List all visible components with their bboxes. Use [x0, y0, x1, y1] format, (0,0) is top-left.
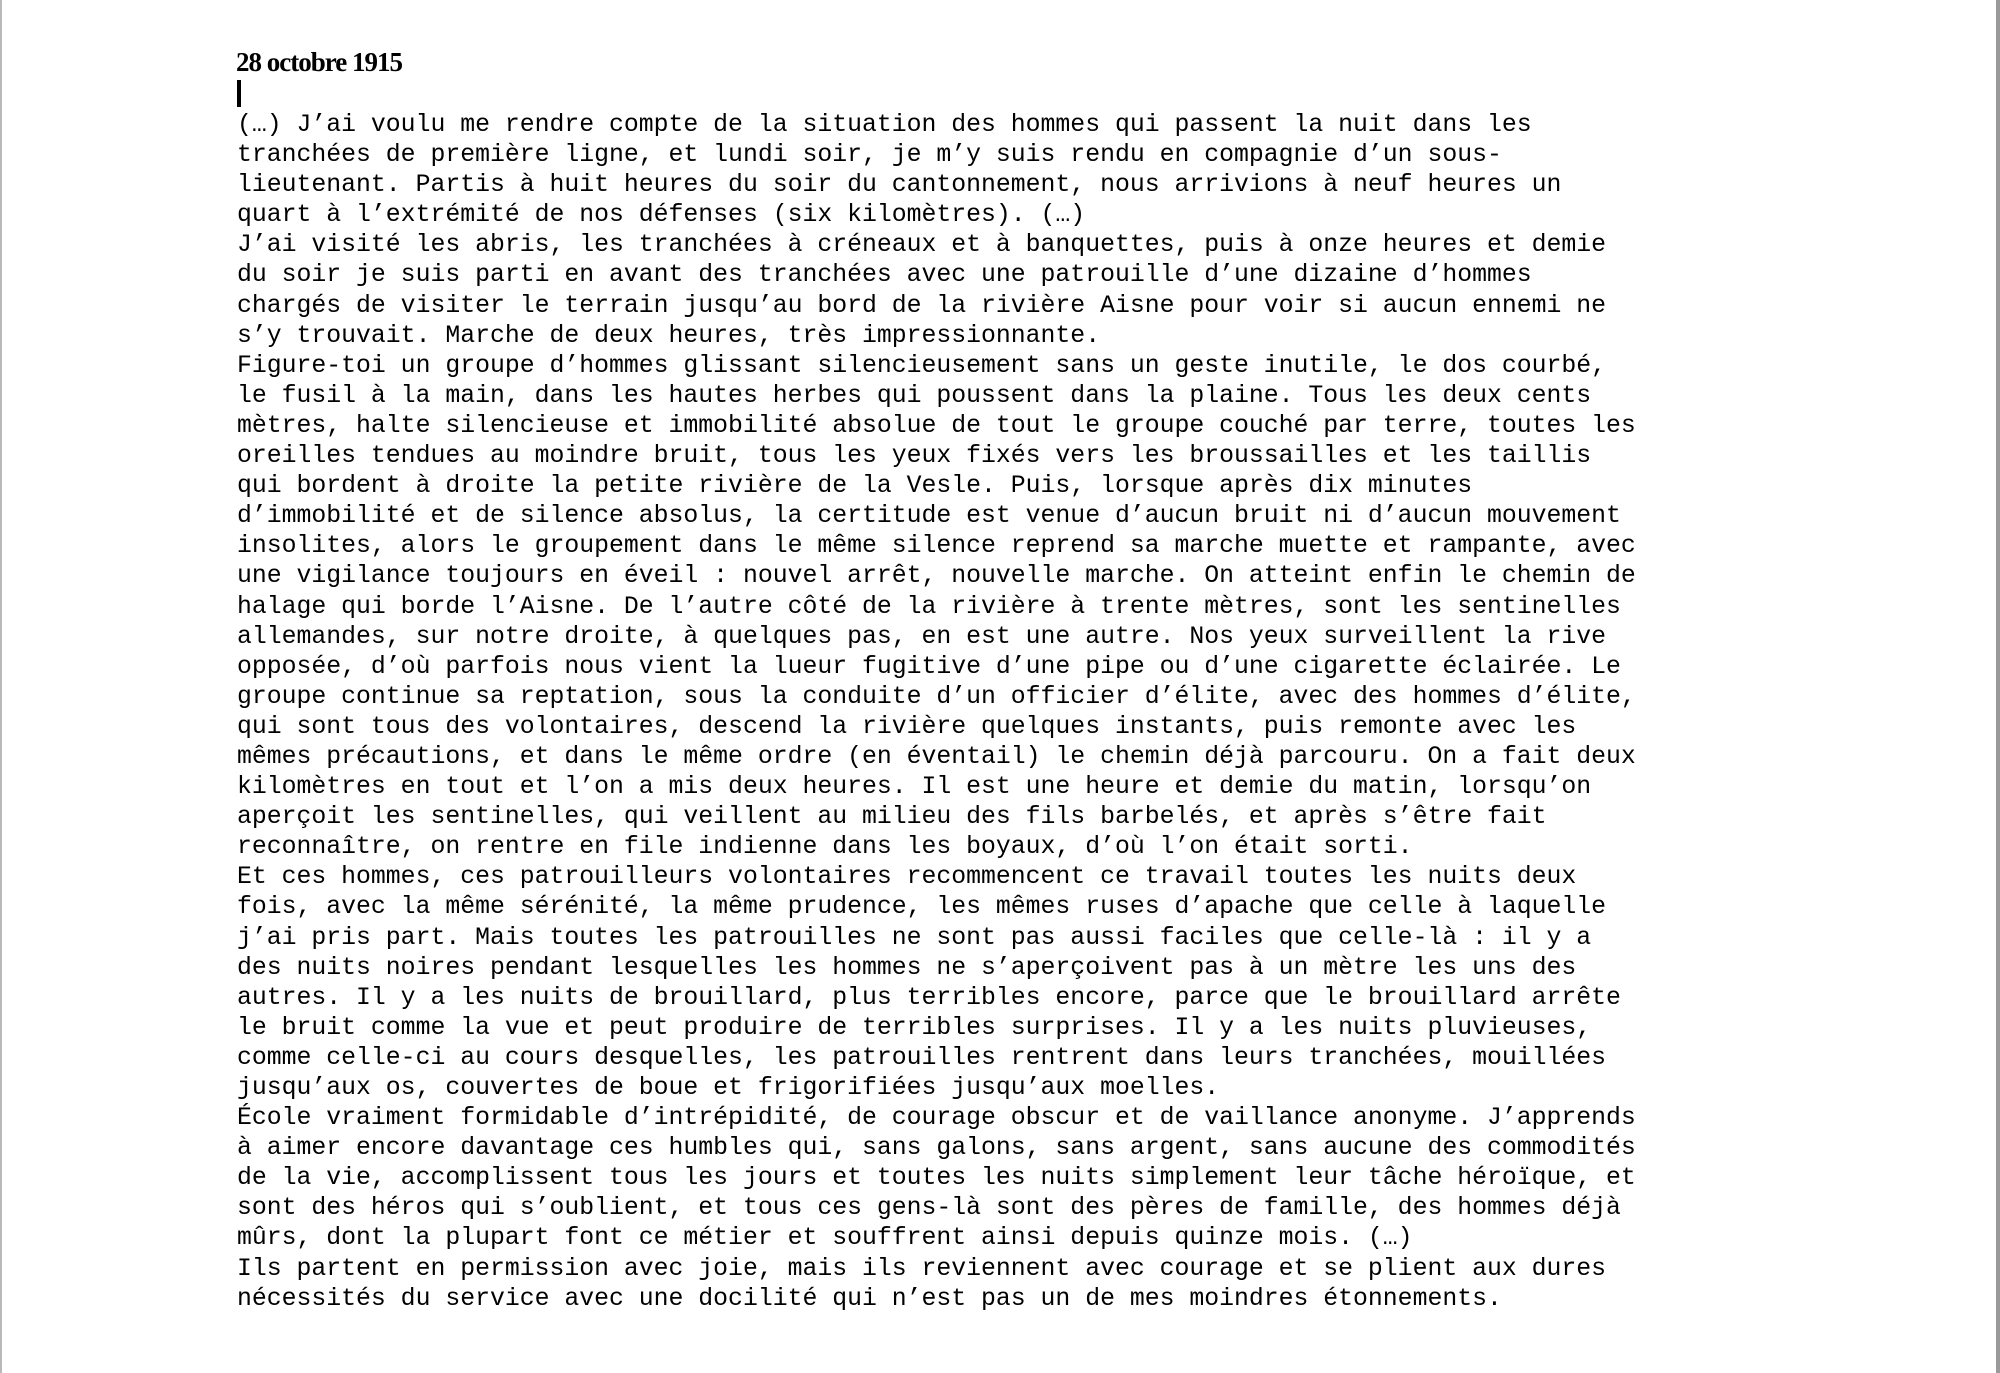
text-line: reconnaître, on rentre en file indienne dans les boyaux, d’où l’on était sorti. — [237, 833, 1413, 862]
text-line: une vigilance toujours en éveil : nouvel arrêt, nouvelle marche. On atteint enfin le chemin de — [237, 562, 1636, 591]
text-line: halage qui borde l’Aisne. De l’autre côté de la rivière à trente mètres, sont les sentinelles — [237, 592, 1621, 621]
text-line: des nuits noires pendant lesquelles les hommes ne s’aperçoivent pas à un mètre les uns des — [237, 953, 1577, 982]
text-line: kilomètres en tout et l’on a mis deux heures. Il est une heure et demie du matin, lorsqu’on — [237, 773, 1592, 802]
text-line: J’ai visité les abris, les tranchées à créneaux et à banquettes, puis à onze heures et demie — [237, 231, 1607, 260]
text-line: insolites, alors le groupement dans le même silence reprend sa marche muette et rampante, avec — [237, 532, 1636, 561]
text-line: École vraiment formidable d’intrépidité, de courage obscur et de vaillance anonyme. J’apprends — [237, 1104, 1636, 1133]
text-line: d’immobilité et de silence absolus, la certitude est venue d’aucun bruit ni d’aucun mouvement — [237, 502, 1621, 531]
text-line: chargés de visiter le terrain jusqu’au bord de la rivière Aisne pour voir si aucun ennemi ne — [237, 291, 1607, 320]
text-line: oreilles tendues au moindre bruit, tous les yeux fixés vers les broussailles et les taillis — [237, 442, 1592, 471]
text-line: jusqu’aux os, couvertes de boue et frigorifiées jusqu’aux moelles. — [237, 1074, 1220, 1102]
text-line: sont des héros qui s’oublient, et tous ces gens-là sont des pères de famille, des hommes déjà — [237, 1194, 1621, 1223]
text-line: qui bordent à droite la petite rivière de la Vesle. Puis, lorsque après dix minutes — [237, 472, 1473, 501]
text-line: mètres, halte silencieuse et immobilité absolue de tout le groupe couché par terre, toutes les — [237, 411, 1636, 440]
vertical-scrollbar[interactable] — [1996, 0, 2000, 1373]
text-line: aperçoit les sentinelles, qui veillent au milieu des fils barbelés, et après s’être fait — [237, 803, 1547, 832]
letter-body — [237, 110, 1977, 1314]
text-line: Et ces hommes, ces patrouilleurs volontaires recommencent ce travail toutes les nuits deux — [237, 863, 1577, 892]
text-line: qui sont tous des volontaires, descend la rivière quelques instants, puis remonte avec les — [237, 712, 1577, 741]
text-cursor — [237, 80, 241, 107]
text-line: autres. Il y a les nuits de brouillard, plus terribles encore, parce que le brouillard arrête — [237, 983, 1621, 1012]
text-line: opposée, d’où parfois nous vient la lueur fugitive d’une pipe ou d’une cigarette éclairée. Le — [237, 652, 1621, 681]
text-line: le fusil à la main, dans les hautes herbes qui poussent dans la plaine. Tous les deux cents — [237, 381, 1592, 410]
text-line: j’ai pris part. Mais toutes les patrouilles ne sont pas aussi faciles que celle-là : il y a — [237, 923, 1592, 952]
text-line: groupe continue sa reptation, sous la conduite d’un officier d’élite, avec des hommes d’élite, — [237, 682, 1636, 711]
text-line: comme celle-ci au cours desquelles, les patrouilles rentrent dans leurs tranchées, mouillées — [237, 1043, 1607, 1072]
date-heading: 28 octobre 1915 — [236, 47, 402, 77]
text-line: (…) J’ai voulu me rendre compte de la situation des hommes qui passent la nuit dans les — [237, 111, 1532, 139]
text-line: fois, avec la même sérénité, la même prudence, les mêmes ruses d’apache que celle à laquelle — [237, 893, 1607, 922]
text-line: nécessités du service avec une docilité qui n’est pas un de mes moindres étonnements. — [237, 1284, 1502, 1313]
text-line: à aimer encore davantage ces humbles qui, sans galons, sans argent, sans aucune des commodités — [237, 1134, 1636, 1163]
text-line: quart à l’extrémité de nos défenses (six kilomètres). (…) — [237, 201, 1086, 230]
text-line: mûrs, dont la plupart font ce métier et souffrent ainsi depuis quinze mois. (…) — [237, 1224, 1413, 1253]
text-line: le bruit comme la vue et peut produire de terribles surprises. Il y a les nuits pluvieuses, — [237, 1013, 1592, 1042]
text-line: mêmes précautions, et dans le même ordre (en éventail) le chemin déjà parcouru. On a fait deux — [237, 742, 1636, 771]
text-line: tranchées de première ligne, et lundi soir, je m’y suis rendu en compagnie d’un sous- — [237, 141, 1502, 170]
text-line: lieutenant. Partis à huit heures du soir du cantonnement, nous arrivions à neuf heures un — [237, 171, 1562, 200]
text-line: Figure-toi un groupe d’hommes glissant silencieusement sans un geste inutile, le dos courbé, — [237, 351, 1607, 380]
text-line: Ils partent en permission avec joie, mais ils reviennent avec courage et se plient aux dures — [237, 1254, 1607, 1283]
text-line: s’y trouvait. Marche de deux heures, très impressionnante. — [237, 321, 1101, 350]
text-line: allemandes, sur notre droite, à quelques pas, en est une autre. Nos yeux surveillent la rive — [237, 622, 1607, 651]
text-line: de la vie, accomplissent tous les jours et toutes les nuits simplement leur tâche héroïque, et — [237, 1164, 1636, 1193]
text-line: du soir je suis parti en avant des tranchées avec une patrouille d’une dizaine d’hommes — [237, 261, 1532, 290]
